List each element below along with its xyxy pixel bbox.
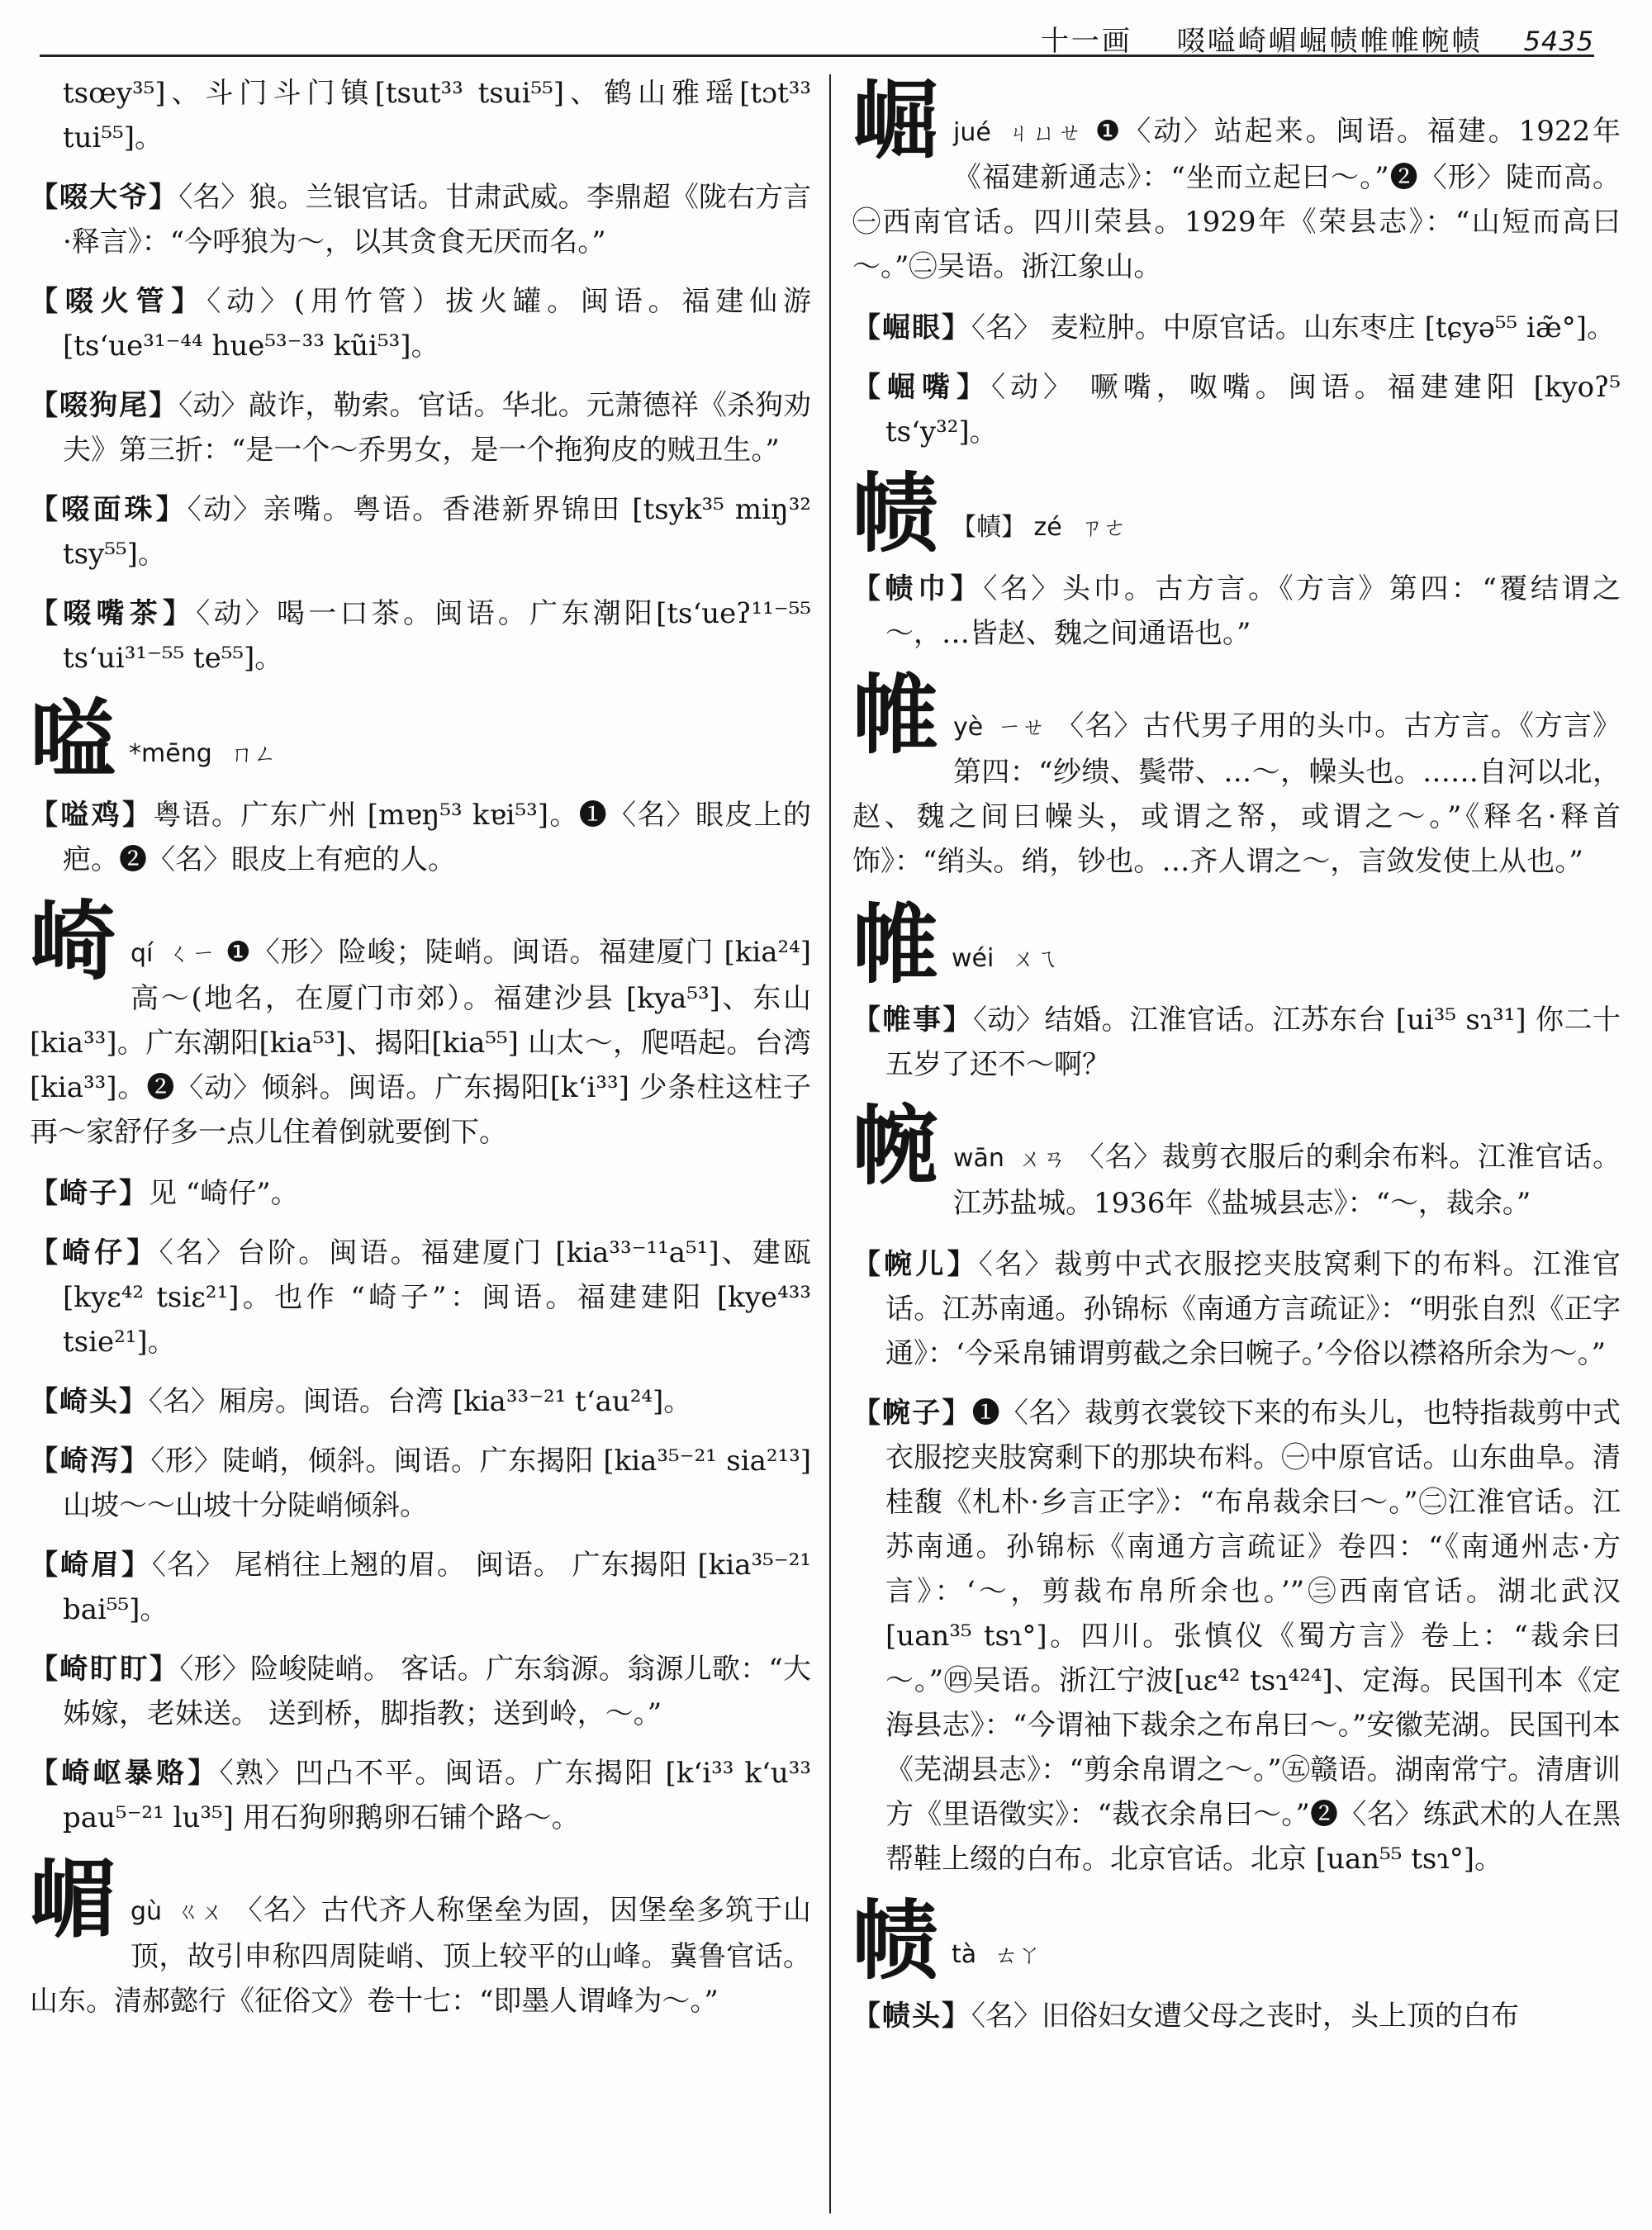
dictionary-entry xyxy=(30,175,811,264)
pinyin: *mēng xyxy=(129,739,212,768)
definition-text: ❶〈名〉裁剪衣裳铰下来的布头儿，也特指裁剪中式衣服挖夹肢窝剩下的那块布料。㊀中原官话。山东曲阜。清桂馥《札朴·乡言正字》：“布帛裁余曰～。”㊁江淮官话。江苏南通。孙锦标《南通方言疏证》卷四：“《南通州志·方言》：‘～，剪裁布帛所余也。’”㊂西南官话。湖北武汉 [uan³⁵ tsɿ°]。四川。张慎仪《蜀方言》卷上：“裁余曰～。”㊃吴语。浙江宁波[uɛ⁴² tsɿ⁴²⁴]、定海。民国刊本《定海县志》：“今谓袖下裁余之布帛曰～。”安徽芜湖。民国刊本《芜湖县志》：“剪余帛谓之～。”㊄赣语。湖南常宁。清唐训方《里语徵实》：“裁衣余帛曰～。”❷〈名〉练武术的人在黑帮鞋上缀的白布。北京官话。北京 [uan⁵⁵ tsɿ°]。 xyxy=(885,1397,1621,1876)
pinyin: qí xyxy=(131,939,154,968)
dictionary-entry xyxy=(852,567,1621,656)
entry-headword: 【崎泻】 xyxy=(30,1445,151,1478)
definition-text: 〈名〉旧俗妇女遭父母之丧时，头上顶的白布 xyxy=(971,2000,1519,2033)
dictionary-entry xyxy=(30,1439,811,1528)
dictionary-entry xyxy=(30,1751,811,1840)
definition-text: 〈名〉古代齐人称堡垒为固，因堡垒多筑于山顶，故引申称四周陡峭、顶上较平的山峰。冀鲁官话。山东。清郝懿行《征俗文》卷十七：“即墨人谓峰为～。” xyxy=(30,1894,811,2018)
definition-text: 〈动〉喝一口茶。闽语。广东潮阳[ts‘ueʔ¹¹⁻⁵⁵ ts‘ui³¹⁻⁵⁵ te⁵⁵]。 xyxy=(63,597,811,675)
definition-text: tsœy³⁵]、斗门斗门镇[tsut³³ tsui⁵⁵]、鹤山雅瑶[tɔt³³ tui⁵⁵]。 xyxy=(63,77,811,154)
pinyin: yè xyxy=(953,713,984,742)
pinyin: wān xyxy=(953,1144,1004,1173)
definition-text: 〈动〉 噘嘴，呶嘴。闽语。福建建阳 [kyoʔ⁵ ts‘y³²]。 xyxy=(885,371,1621,448)
entry-headword: 【帷事】 xyxy=(852,1004,973,1037)
dictionary-entry xyxy=(852,998,1621,1087)
character-definition xyxy=(852,664,1621,892)
zhuyin: ㄇㄥ xyxy=(230,740,277,767)
dictionary-entry xyxy=(852,1994,1621,2038)
entry-headword: 【崎子】 xyxy=(30,1177,149,1210)
definition-text: 〈名〉裁剪中式衣服挖夹肢窝剩下的布料。江淮官话。江苏南通。孙锦标《南通方言疏证》：“明张自烈《正字通》：‘今采帛铺谓剪截之余曰帵子。’今俗以襟袼所余为～。” xyxy=(885,1248,1621,1370)
character-definition xyxy=(852,71,1621,297)
head-character: 帵 xyxy=(852,1095,939,1197)
dictionary-entry xyxy=(30,383,811,472)
entry-headword: 【崎盯盯】 xyxy=(30,1653,180,1686)
dictionary-entry xyxy=(852,365,1621,454)
definition-text: 〈名〉厢房。闽语。台湾 [kia³³⁻²¹ t‘au²⁴]。 xyxy=(149,1385,692,1418)
definition-text: 〈动〉亲嘴。粤语。香港新界锦田 [tsyk³⁵ miŋ³² tsy⁵⁵]。 xyxy=(63,493,811,571)
pinyin: wéi xyxy=(952,944,995,973)
dictionary-entry xyxy=(30,1647,811,1736)
pinyin: gù xyxy=(131,1897,163,1926)
zhuyin: ㄨㄟ xyxy=(1012,945,1059,972)
entry-headword: 【崎头】 xyxy=(30,1385,149,1418)
character-definition xyxy=(852,1095,1621,1234)
entry-continuation xyxy=(30,71,811,160)
dictionary-entry xyxy=(30,487,811,576)
definition-text: 〈形〉险峻陡峭。 客话。广东翁源。翁源儿歌：“大姊嫁，老妹送。 送到桥，脚指教；送到岭，～。” xyxy=(63,1653,811,1730)
definition-text: 〈动〉(用竹管）拔火罐。闽语。福建仙游[ts‘ue³¹⁻⁴⁴ hue⁵³⁻³³ kũi⁵³]。 xyxy=(63,285,811,363)
dictionary-entry xyxy=(30,279,811,368)
definition-text: 〈名〉古代男子用的头巾。古方言。《方言》第四：“纱缋、鬓带、…～，幧头也。……自河以北，赵、魏之间曰幧头，或谓之帑，或谓之～。”《释名·释首饰》：“绡头。绡，钞也。…齐人谓之～，言敛发使上从也。” xyxy=(852,709,1621,878)
character-definition xyxy=(30,1848,811,2032)
entry-headword: 【帻头】 xyxy=(852,2000,971,2033)
dictionary-entry xyxy=(30,793,811,882)
head-character: 帷 xyxy=(852,664,939,766)
entry-headword: 【嗌鸡】 xyxy=(30,799,154,832)
dictionary-entry xyxy=(852,1242,1621,1376)
character-definition xyxy=(30,890,811,1163)
pinyin: tà xyxy=(952,1940,977,1969)
definition-text: 〈熟〉凹凸不平。闽语。广东揭阳 [k‘i³³ k‘u³³ pau⁵⁻²¹ lu³⁵] 用石狗卵鹅卵石铺个路～。 xyxy=(63,1757,811,1834)
zhuyin: ㄨㄢ xyxy=(1018,1145,1067,1172)
definition-text: ❶〈动〉站起来。闽语。福建。1922年《福建新通志》：“坐而立起曰～。”❷〈形〉陡而高。㊀西南官话。四川荣县。1929年《荣县志》：“山短而高曰～。”㊁吴语。浙江象山。 xyxy=(852,115,1621,283)
character-heading xyxy=(852,1095,1621,1234)
definition-text: 〈名〉裁剪衣服后的剩余布料。江淮官话。江苏盐城。1936年《盐城县志》：“～，裁余。” xyxy=(953,1141,1621,1220)
dictionary-entry xyxy=(852,306,1621,350)
definition-text: 〈名〉 尾梢往上翘的眉。 闽语。 广东揭阳 [kia³⁵⁻²¹ bai⁵⁵]。 xyxy=(63,1549,811,1626)
definition-text: 〈形〉陡峭，倾斜。闽语。广东揭阳 [kia³⁵⁻²¹ sia²¹³] 山坡～～山坡十分陡峭倾斜。 xyxy=(63,1445,811,1522)
head-character: 崎 xyxy=(30,890,116,992)
zhuyin: ㄑㄧ xyxy=(168,940,216,967)
head-character: 帻 xyxy=(852,463,939,564)
pinyin: jué xyxy=(953,118,991,147)
column-divider xyxy=(829,74,831,2213)
zhuyin: ㄧㄝ xyxy=(998,714,1047,741)
pinyin: 【幘】 zé xyxy=(952,513,1062,542)
running-head-text xyxy=(1041,18,1594,59)
entry-headword: 【帵子】 xyxy=(852,1397,972,1430)
character-heading xyxy=(30,689,811,790)
definition-text: 〈名〉台阶。闽语。福建厦门 [kia³³⁻¹¹a⁵¹]、建瓯 [kyɛ⁴² tsiɛ²¹]。也作 “崎子”：闽语。福建建阳 [kye⁴³³ tsie²¹]。 xyxy=(63,1236,811,1359)
entry-headword: 【帻巾】 xyxy=(852,572,984,605)
zhuyin: ㄊㄚ xyxy=(995,1941,1042,1968)
dictionary-entry xyxy=(852,1391,1621,1881)
character-heading xyxy=(852,664,1621,892)
character-heading xyxy=(852,463,1621,564)
entry-headword: 【啜狗尾】 xyxy=(30,389,179,422)
character-heading xyxy=(30,890,811,1163)
head-character: 嵋 xyxy=(30,1848,116,1950)
right-column xyxy=(852,71,1621,2214)
definition-text: 粤语。广东广州 [mɐŋ⁵³ kɐi⁵³]。❶〈名〉眼皮上的疤。❷〈名〉眼皮上有疤的人。 xyxy=(63,799,811,876)
entry-headword: 【崎岖暴赂】 xyxy=(30,1757,220,1790)
header-chars: 啜嗌崎嵋崛帻帷帷帵帻 xyxy=(1176,25,1483,58)
entry-headword: 【崛嘴】 xyxy=(852,371,991,404)
definition-text: 〈名〉 麦粒肿。中原官话。山东枣庄 [tɕyə⁵⁵ iæ̃°]。 xyxy=(971,311,1616,344)
section-label: 十一画 xyxy=(1040,25,1132,58)
page-number: 5435 xyxy=(1523,26,1594,57)
definition-text: 〈名〉头巾。古方言。《方言》第四：“覆结谓之～，…皆赵、魏之间通语也。” xyxy=(885,572,1621,650)
head-character: 嗌 xyxy=(30,689,116,790)
definition-text: 〈名〉狼。兰银官话。甘肃武威。李鼎超《陇右方言·释言》：“今呼狼为～，以其贪食无厌而名。” xyxy=(63,181,811,259)
entry-headword: 【崛眼】 xyxy=(852,311,971,344)
head-character: 崛 xyxy=(852,71,939,171)
entry-headword: 【崎仔】 xyxy=(30,1236,159,1269)
character-heading xyxy=(852,1890,1621,1991)
character-heading xyxy=(852,71,1621,297)
head-character: 帷 xyxy=(852,894,939,995)
definition-text: 〈动〉敲诈，勒索。官话。华北。元萧德祥《杀狗劝夫》第三折：“是一个～乔男女，是一个拖狗皮的贼丑生。” xyxy=(63,389,811,467)
zhuyin: ㄍㄨ xyxy=(176,1898,225,1925)
entry-headword: 【啜面珠】 xyxy=(30,493,188,526)
entry-headword: 【啜火管】 xyxy=(30,285,207,318)
head-character: 帻 xyxy=(852,1890,939,1991)
entry-headword: 【崎眉】 xyxy=(30,1549,153,1582)
zhuyin: ㄗㄜ xyxy=(1080,514,1127,541)
entry-headword: 【啜嘴茶】 xyxy=(30,597,197,630)
entry-headword: 【帵儿】 xyxy=(852,1248,979,1281)
dictionary-entry xyxy=(30,1543,811,1632)
entry-headword: 【啜大爷】 xyxy=(30,181,179,214)
definition-text: 见 “崎仔”。 xyxy=(149,1177,299,1210)
character-heading xyxy=(30,1848,811,2032)
character-heading xyxy=(852,894,1621,995)
definition-text: 〈动〉结婚。江淮官话。江苏东台 [ui³⁵ sɿ³¹] 你二十五岁了还不～啊？ xyxy=(885,1004,1621,1081)
running-head xyxy=(40,18,1594,57)
dictionary-entry xyxy=(30,591,811,681)
dictionary-entry xyxy=(30,1171,811,1216)
dictionary-entry xyxy=(30,1231,811,1364)
definition-text: ❶〈形〉险峻；陡峭。闽语。福建厦门 [kia²⁴] 高～(地名，在厦门市郊）。福建沙县 [kya⁵³]、东山[kia³³]。广东潮阳[kia⁵³]、揭阳[kia⁵⁵] 山太～，爬唔起。台湾[kia³³]。❷〈动〉倾斜。闽语。广东揭阳[k‘i³³] 少条柱这柱子再～家舒仔多一点儿住着倒就要倒下。 xyxy=(30,936,811,1149)
dictionary-entry xyxy=(30,1379,811,1424)
left-column xyxy=(30,71,811,2214)
zhuyin: ㄐㄩㄝ xyxy=(1007,119,1085,146)
